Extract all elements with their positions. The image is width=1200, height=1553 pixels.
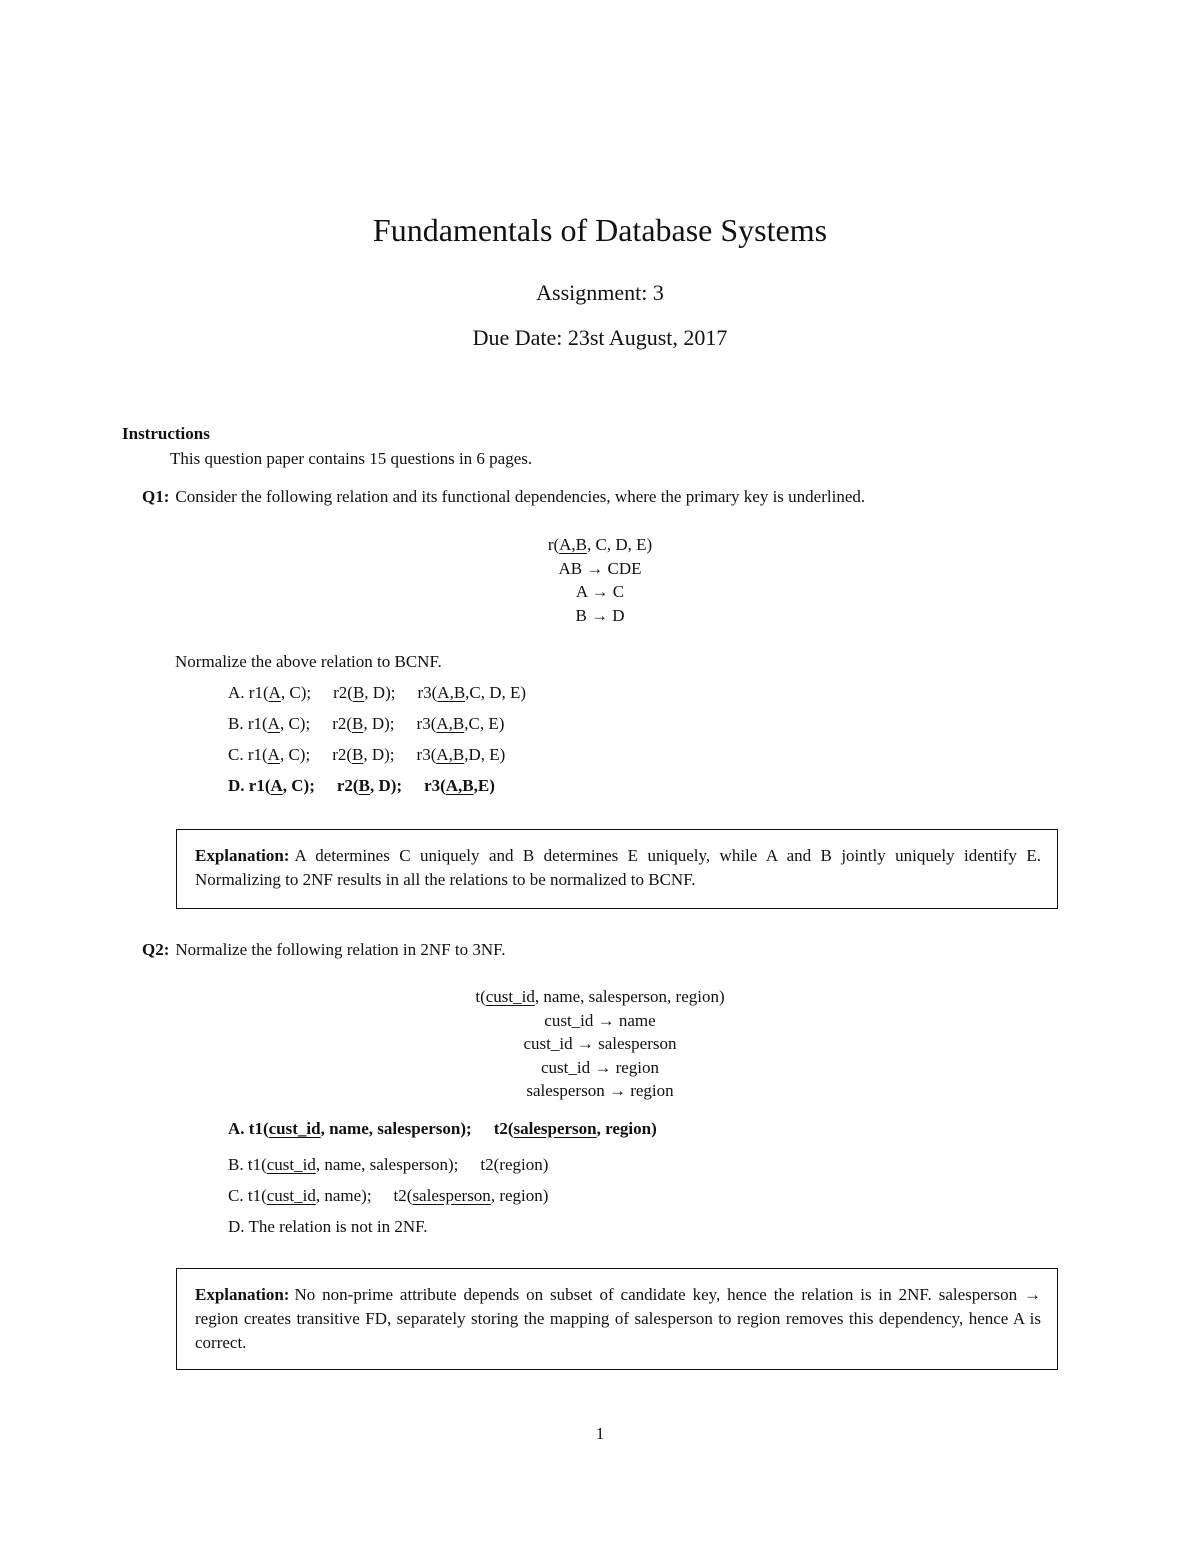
q2-label: Q2: — [142, 940, 170, 959]
q2-explanation-label: Explanation: — [195, 1285, 290, 1304]
page-number: 1 — [595, 1424, 605, 1443]
instructions-heading: Instructions — [122, 424, 210, 443]
q2-option-a-correct[interactable]: A. t1(cust_id, name, salesperson); t2(salesperson, region) — [228, 1119, 657, 1138]
q1-option-b[interactable]: B. r1(A, C); r2(B, D); r3(A,B,C, E) — [228, 714, 505, 733]
q2-fd: cust_id → region — [540, 1057, 660, 1077]
q1-explanation-label: Explanation: — [195, 846, 290, 865]
q2-fd: cust_id → name — [544, 1010, 656, 1030]
due-date: Due Date: 23st August, 2017 — [472, 325, 728, 350]
q1-fd: AB → CDE — [558, 558, 642, 578]
q1-option-d-correct[interactable]: D. r1(A, C); r2(B, D); r3(A,B,E) — [228, 776, 495, 795]
q1-fd: A → C — [575, 582, 625, 601]
q1-explanation-box — [176, 829, 1058, 909]
q1-option-a[interactable]: A. r1(A, C); r2(B, D); r3(A,B,C, D, E) — [228, 683, 527, 702]
q2-option-b[interactable]: B. t1(cust_id, name, salesperson); t2(region) — [228, 1155, 549, 1174]
q2-text: Normalize the following relation in 2NF to 3NF. — [175, 940, 506, 959]
q1-option-c[interactable]: C. r1(A, C); r2(B, D); r3(A,B,D, E) — [228, 745, 506, 764]
paper-title: Fundamentals of Database Systems — [372, 212, 828, 248]
q2-option-c[interactable]: C. t1(cust_id, name); t2(salesperson, region) — [228, 1186, 549, 1205]
q1-label: Q1: — [142, 487, 170, 506]
q1-relation: r(A,B, C, D, E) — [547, 535, 653, 554]
q2-explanation-box — [176, 1268, 1058, 1370]
q2-fd: salesperson → region — [526, 1081, 674, 1100]
assignment-number: Assignment: 3 — [536, 280, 664, 305]
q1-text: Consider the following relation and its functional dependencies, where the primary key is underlined. — [175, 487, 866, 506]
q2-relation: t(cust_id, name, salesperson, region) — [475, 987, 725, 1006]
q2-relation-block — [0, 985, 1200, 1103]
q2-fd: cust_id → salesperson — [523, 1034, 677, 1053]
q1-explanation-text: A determines C uniquely and B determines E uniquely, while A and B jointly uniquely identify E. Normalizing to 2NF results in all the relations to be normalized to BCNF. — [195, 846, 1041, 889]
q1-prompt: Normalize the above relation to BCNF. — [175, 652, 442, 671]
q1-question — [142, 487, 865, 507]
instructions-text: This question paper contains 15 questions in 6 pages. — [170, 449, 533, 468]
q2-option-d[interactable]: D. The relation is not in 2NF. — [228, 1217, 428, 1236]
q1-fd: B → D — [575, 605, 625, 625]
q2-question — [142, 940, 505, 960]
q1-relation-block — [0, 533, 1200, 627]
q2-explanation-text: No non-prime attribute depends on subset of candidate key, hence the relation is in 2NF. salesperson → region creates transitive FD, separately storing the mapping of salesperson to region removes this dependency, hence A is correct. — [195, 1285, 1041, 1352]
